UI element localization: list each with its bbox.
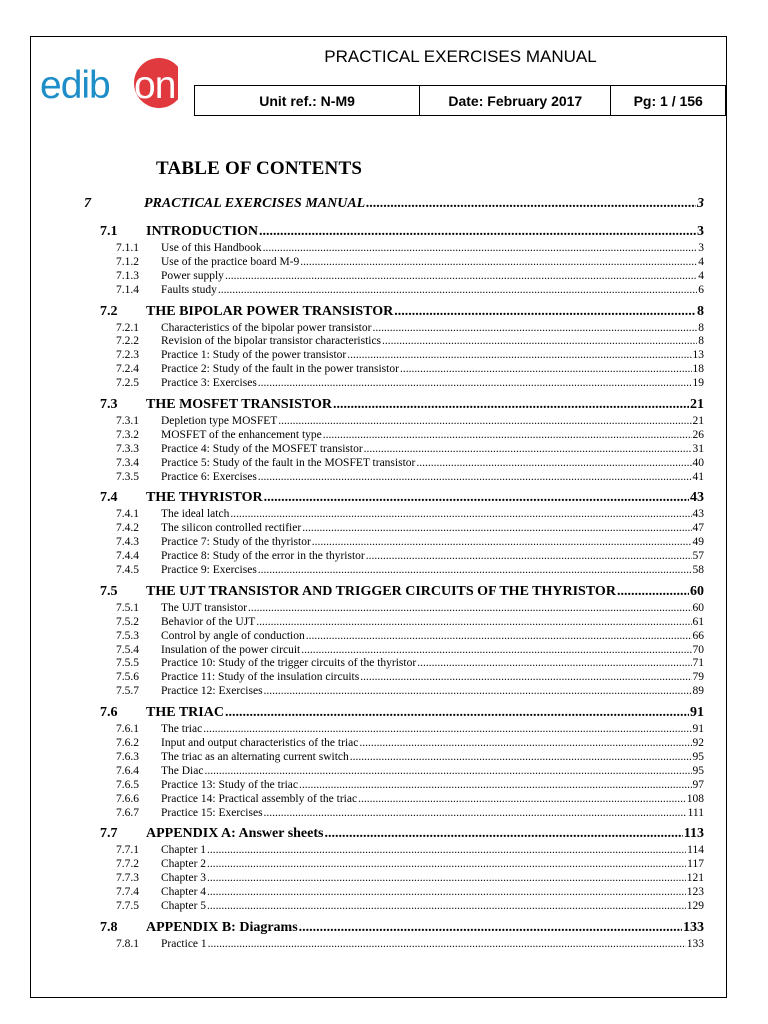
toc-leader	[323, 429, 692, 441]
toc-leader	[366, 196, 696, 212]
toc-subsection-page: 3	[698, 242, 704, 254]
toc-subsection-page: 108	[686, 792, 704, 805]
toc-subsection-entry[interactable]	[84, 793, 704, 807]
toc-subsection-entry[interactable]	[84, 429, 704, 443]
toc-subsection-entry[interactable]	[84, 363, 704, 377]
toc-leader	[258, 471, 692, 483]
toc-subsection-page: 31	[692, 442, 704, 455]
toc-subsection-title: Revision of the bipolar transistor characteristics	[161, 335, 382, 348]
toc-subsection-number: 7.1.3	[116, 269, 139, 282]
toc-leader	[208, 938, 686, 950]
toc-leader	[359, 737, 691, 749]
toc-section-page: 3	[697, 224, 704, 239]
toc-subsection-title: Practice 14: Practical assembly of the triac	[161, 792, 358, 805]
toc-leader	[358, 793, 686, 805]
toc-section	[84, 705, 704, 820]
document-date: Date: February 2017	[420, 86, 611, 115]
svg-text:on: on	[134, 64, 176, 107]
toc-subsection-page: 18	[692, 363, 704, 376]
toc-section-title: THE THYRISTOR	[146, 490, 263, 506]
toc-subsection-number: 7.5.4	[116, 643, 139, 656]
toc-leader	[258, 564, 692, 576]
toc-subsection-title: Practice 8: Study of the error in the thyristor	[161, 550, 365, 563]
toc-leader	[258, 377, 692, 389]
toc-subsection-title: Practice 6: Exercises	[161, 470, 257, 483]
toc-subsection-number: 7.7.4	[116, 886, 139, 899]
toc-subsection-number: 7.7.2	[116, 858, 139, 871]
toc-subsection-number: 7.4.3	[116, 536, 139, 549]
toc-subsection-page: 13	[692, 349, 704, 362]
toc-subsection-number: 7.7.1	[116, 844, 139, 857]
page-number: Pg: 1 / 156	[633, 92, 703, 109]
toc-subsection-entry[interactable]	[84, 550, 704, 564]
toc-section-number: 7.2	[100, 303, 118, 319]
toc-subsection-page: 70	[692, 643, 704, 656]
toc-section-number: 7.8	[100, 919, 118, 935]
toc-leader	[382, 335, 697, 347]
toc-leader	[333, 397, 689, 413]
toc-section	[84, 397, 704, 484]
toc-leader	[324, 826, 682, 842]
toc-subsection-title: The UJT transistor	[161, 601, 248, 614]
toc-section-entry[interactable]	[84, 705, 704, 723]
toc-subsection-entry[interactable]	[84, 322, 704, 336]
toc-subsection-entry[interactable]	[84, 335, 704, 349]
toc-section-title: INTRODUCTION	[146, 224, 259, 239]
toc-subsection-page: 97	[692, 778, 704, 791]
toc-subsection-entry[interactable]	[84, 779, 704, 793]
toc-section-title: THE TRIAC	[146, 705, 224, 721]
toc-subsection-number: 7.6.7	[116, 806, 139, 819]
toc-section	[84, 920, 704, 952]
toc-leader	[347, 349, 691, 361]
toc-subsection-number: 7.7.3	[116, 872, 139, 885]
toc-subsection-page: 60	[692, 601, 704, 614]
toc-leader	[203, 723, 691, 735]
toc-subsection-number: 7.5.3	[116, 629, 139, 642]
toc-section-title: APPENDIX B: Diagrams	[146, 919, 298, 935]
toc-subsection-entry[interactable]	[84, 522, 704, 536]
toc-leader	[416, 457, 691, 469]
toc-leader	[306, 630, 692, 642]
toc-subsection-entry[interactable]	[84, 723, 704, 737]
toc-subsection-title: Practice 4: Study of the MOSFET transistor	[161, 442, 363, 455]
toc-subsection-entry[interactable]	[84, 807, 704, 821]
toc-subsection-number: 7.5.7	[116, 685, 139, 698]
toc-subsection-entry[interactable]	[84, 630, 704, 644]
toc-subsection-number: 7.2.1	[116, 321, 139, 334]
toc-subsection-page: 4	[698, 269, 704, 282]
toc-section-page: 91	[690, 705, 704, 721]
toc-subsection-number: 7.1.2	[116, 255, 139, 268]
toc-section-number: 7.3	[100, 397, 118, 413]
toc-section-entry[interactable]	[84, 920, 704, 938]
toc-subsection-entry[interactable]	[84, 536, 704, 550]
toc-subsection-number: 7.5.5	[116, 657, 139, 670]
toc-subsection-number: 7.5.6	[116, 671, 139, 684]
toc-subsection-entry[interactable]	[84, 737, 704, 751]
toc-subsection-entry[interactable]	[84, 564, 704, 578]
toc-subsection-number: 7.6.6	[116, 792, 139, 805]
toc-chapter-page: 3	[697, 196, 704, 211]
toc-subsection-page: 8	[698, 335, 704, 348]
toc-subsection-number: 7.2.3	[116, 349, 139, 362]
toc-section-number: 7.4	[100, 490, 118, 506]
toc-subsection-title: The ideal latch	[161, 508, 230, 521]
toc-subsection-entry[interactable]	[84, 457, 704, 471]
toc-subsection-number: 7.2.4	[116, 363, 139, 376]
toc-subsection-title: Depletion type MOSFET	[161, 415, 278, 428]
toc-section-entry[interactable]	[84, 826, 704, 844]
toc-subsection-title: Chapter 3	[161, 872, 207, 885]
toc-subsection-page: 4	[698, 255, 704, 268]
toc-leader	[299, 920, 682, 936]
toc-subsection-page: 129	[686, 899, 704, 912]
toc-leader	[300, 256, 697, 268]
toc-subsection-entry[interactable]	[84, 685, 704, 699]
toc-subsection-number: 7.4.2	[116, 522, 139, 535]
toc-subsection-entry[interactable]	[84, 872, 704, 886]
toc-section-title: THE UJT TRANSISTOR AND TRIGGER CIRCUITS OF THE THYRISTOR	[146, 583, 616, 599]
toc-subsection-page: 111	[687, 806, 704, 819]
toc-leader	[207, 858, 686, 870]
unit-ref: Unit ref.: N-M9	[195, 86, 420, 115]
toc-chapter-entry[interactable]	[84, 196, 704, 218]
toc-leader	[264, 807, 687, 819]
toc-subsection-title: Behavior of the UJT	[161, 615, 256, 628]
toc-subsection-page: 49	[692, 536, 704, 549]
toc-leader	[360, 671, 691, 683]
toc-subsection-number: 7.3.4	[116, 456, 139, 469]
toc-leader	[400, 363, 692, 375]
toc-subsection-title: The triac	[161, 723, 203, 736]
toc-subsection-title: Faults study	[161, 283, 217, 296]
toc-leader	[259, 224, 696, 240]
toc-section-page: 21	[690, 397, 704, 413]
toc-leader	[256, 616, 691, 628]
toc-subsection-title: Practice 1	[161, 937, 207, 950]
toc-subsection-title: Chapter 4	[161, 886, 207, 899]
toc-subsection-page: 71	[692, 657, 704, 670]
toc-subsection-page: 43	[692, 508, 704, 521]
toc-subsection-page: 61	[692, 615, 704, 628]
toc-subsection-entry[interactable]	[84, 602, 704, 616]
toc-section-page: 133	[683, 919, 704, 935]
toc-leader	[350, 751, 692, 763]
toc-subsection-page: 79	[692, 671, 704, 684]
toc-section-entry[interactable]	[84, 397, 704, 415]
toc-subsection-number: 7.6.5	[116, 778, 139, 791]
toc-leader	[204, 765, 691, 777]
toc-subsection-entry[interactable]	[84, 443, 704, 457]
toc-subsection-number: 7.3.5	[116, 470, 139, 483]
toc-subsection-number: 7.6.3	[116, 750, 139, 763]
toc-section-entry[interactable]	[84, 304, 704, 322]
toc-subsection-title: The triac as an alternating current switch	[161, 750, 349, 763]
toc-subsection-entry[interactable]	[84, 858, 704, 872]
toc-subsection-title: Chapter 1	[161, 844, 207, 857]
toc-subsection-number: 7.1.1	[116, 242, 139, 254]
toc-subsection-page: 40	[692, 456, 704, 469]
toc-leader	[312, 536, 692, 548]
toc-leader	[264, 490, 689, 506]
toc-heading: TABLE OF CONTENTS	[156, 158, 363, 179]
toc-section-number: 7.7	[100, 826, 118, 842]
toc-subsection-title: MOSFET of the enhancement type	[161, 428, 322, 441]
document-title: PRACTICAL EXERCISES MANUAL	[324, 47, 597, 66]
toc-subsection-title: Practice 3: Exercises	[161, 377, 257, 390]
toc-chapter-title: PRACTICAL EXERCISES MANUAL	[144, 196, 366, 211]
toc-section-number: 7.6	[100, 705, 118, 721]
toc-subsection-entry[interactable]	[84, 377, 704, 391]
toc-leader	[225, 270, 697, 282]
toc-section-entry[interactable]	[84, 584, 704, 602]
toc-leader	[417, 657, 691, 669]
toc-subsection-entry[interactable]	[84, 671, 704, 685]
toc-subsection-page: 123	[686, 886, 704, 899]
toc-subsection-number: 7.7.5	[116, 899, 139, 912]
toc-section-page: 8	[697, 303, 704, 319]
toc-subsection-entry[interactable]	[84, 349, 704, 363]
toc-subsection-entry[interactable]	[84, 657, 704, 671]
toc-subsection-page: 47	[692, 522, 704, 535]
toc-leader	[230, 508, 691, 520]
toc-leader	[248, 602, 691, 614]
toc-subsection-number: 7.3.1	[116, 415, 139, 428]
edibon-logo	[38, 52, 178, 112]
toc-subsection-entry[interactable]	[84, 938, 704, 952]
toc-leader	[207, 844, 686, 856]
toc-subsection-number: 7.8.1	[116, 937, 139, 950]
toc-section-number: 7.1	[100, 224, 118, 239]
toc-subsection-page: 66	[692, 629, 704, 642]
toc-leader	[301, 644, 691, 656]
toc-subsection-page: 21	[692, 415, 704, 428]
toc-subsection-title: Control by angle of conduction	[161, 629, 305, 642]
toc-sections	[84, 224, 704, 952]
toc-subsection-title: The silicon controlled rectifier	[161, 522, 302, 535]
toc-subsection-page: 89	[692, 685, 704, 698]
toc-section	[84, 584, 704, 699]
toc-subsection-number: 7.3.3	[116, 442, 139, 455]
toc-subsection-number: 7.3.2	[116, 428, 139, 441]
toc-subsection-page: 95	[692, 750, 704, 763]
toc-section	[84, 490, 704, 577]
toc-leader	[207, 900, 686, 912]
toc-leader	[225, 705, 689, 721]
toc-subsection-number: 7.5.2	[116, 615, 139, 628]
toc-subsection-page: 121	[686, 872, 704, 885]
toc-section-page: 113	[683, 826, 704, 842]
toc-subsection-entry[interactable]	[84, 886, 704, 900]
toc-subsection-entry[interactable]	[84, 415, 704, 429]
toc-subsection-entry[interactable]	[84, 284, 704, 298]
toc-section-entry[interactable]	[84, 224, 704, 242]
toc-subsection-page: 26	[692, 428, 704, 441]
toc-subsection-page: 95	[692, 764, 704, 777]
toc-subsection-title: Practice 10: Study of the trigger circuits of the thyristor	[161, 657, 417, 670]
toc-leader	[364, 443, 692, 455]
toc-section-entry[interactable]	[84, 490, 704, 508]
toc-section-number: 7.5	[100, 583, 118, 599]
toc-subsection-entry[interactable]	[84, 751, 704, 765]
toc-subsection-entry[interactable]	[84, 256, 704, 270]
toc-subsection-entry[interactable]	[84, 616, 704, 630]
toc-section	[84, 304, 704, 391]
toc-subsection-page: 8	[698, 321, 704, 334]
toc-chapter-number: 7	[84, 196, 91, 211]
toc-leader	[299, 779, 691, 791]
toc-subsection-title: Use of this Handbook	[161, 242, 262, 254]
toc-leader	[263, 242, 698, 254]
toc-leader	[278, 415, 691, 427]
toc-subsection-number: 7.5.1	[116, 601, 139, 614]
toc-section-title: THE MOSFET TRANSISTOR	[146, 397, 332, 413]
toc-subsection-page: 133	[686, 937, 704, 950]
toc-subsection-entry[interactable]	[84, 844, 704, 858]
toc-subsection-entry[interactable]	[84, 644, 704, 658]
toc-subsection-title: Chapter 2	[161, 858, 207, 871]
toc-subsection-number: 7.2.2	[116, 335, 139, 348]
toc-subsection-entry[interactable]	[84, 508, 704, 522]
toc-leader	[264, 685, 692, 697]
toc-section-title: THE BIPOLAR POWER TRANSISTOR	[146, 303, 394, 319]
toc-subsection-entry[interactable]	[84, 471, 704, 485]
toc-subsection-title: Practice 13: Study of the triac	[161, 778, 299, 791]
toc-subsection-title: The Diac	[161, 764, 204, 777]
toc-subsection-number: 7.6.2	[116, 737, 139, 750]
toc-subsection-entry[interactable]	[84, 900, 704, 914]
toc-subsection-number: 7.2.5	[116, 377, 139, 390]
toc-subsection-title: Use of the practice board M-9	[161, 255, 300, 268]
toc-subsection-title: Power supply	[161, 269, 224, 282]
toc-subsection-page: 57	[692, 550, 704, 563]
toc-leader	[394, 304, 696, 320]
toc-subsection-title: Input and output characteristics of the triac	[161, 737, 359, 750]
header-info-row	[194, 85, 726, 116]
toc-subsection-entry[interactable]	[84, 242, 704, 256]
toc-leader	[302, 522, 691, 534]
toc-subsection-title: Insulation of the power circuit	[161, 643, 301, 656]
toc-subsection-number: 7.6.4	[116, 764, 139, 777]
toc-subsection-title: Chapter 5	[161, 899, 207, 912]
toc-subsection-title: Practice 15: Exercises	[161, 806, 263, 819]
toc-section-title: APPENDIX A: Answer sheets	[146, 826, 324, 842]
toc-subsection-title: Practice 2: Study of the fault in the power transistor	[161, 363, 399, 376]
toc-subsection-page: 92	[692, 737, 704, 750]
toc-subsection-entry[interactable]	[84, 765, 704, 779]
toc-subsection-page: 117	[687, 858, 704, 871]
toc-subsection-title: Practice 7: Study of the thyristor	[161, 536, 311, 549]
toc-leader	[366, 550, 692, 562]
toc-section	[84, 224, 704, 298]
toc-subsection-page: 6	[698, 283, 704, 296]
toc-subsection-page: 114	[687, 844, 704, 857]
toc-section-page: 43	[690, 490, 704, 506]
toc-subsection-entry[interactable]	[84, 270, 704, 284]
toc-subsection-title: Characteristics of the bipolar power transistor	[161, 321, 372, 334]
toc-leader	[218, 284, 697, 296]
toc-subsection-number: 7.1.4	[116, 283, 139, 296]
svg-text:edib: edib	[40, 64, 110, 107]
toc-subsection-title: Practice 9: Exercises	[161, 564, 257, 577]
toc-leader	[617, 584, 689, 600]
table-of-contents	[84, 196, 704, 952]
toc-subsection-title: Practice 12: Exercises	[161, 685, 263, 698]
toc-subsection-number: 7.4.1	[116, 508, 139, 521]
toc-section-page: 60	[690, 583, 704, 599]
toc-subsection-number: 7.4.4	[116, 550, 139, 563]
toc-subsection-title: Practice 1: Study of the power transistor	[161, 349, 347, 362]
toc-subsection-title: Practice 11: Study of the insulation circuits	[161, 671, 360, 684]
toc-subsection-page: 41	[692, 470, 704, 483]
toc-subsection-page: 58	[692, 564, 704, 577]
toc-subsection-title: Practice 5: Study of the fault in the MOSFET transistor	[161, 456, 416, 469]
toc-subsection-number: 7.4.5	[116, 564, 139, 577]
toc-subsection-page: 19	[692, 377, 704, 390]
toc-leader	[207, 872, 686, 884]
toc-leader	[372, 322, 697, 334]
toc-subsection-page: 91	[692, 723, 704, 736]
toc-section	[84, 826, 704, 913]
toc-leader	[207, 886, 686, 898]
toc-subsection-number: 7.6.1	[116, 723, 139, 736]
